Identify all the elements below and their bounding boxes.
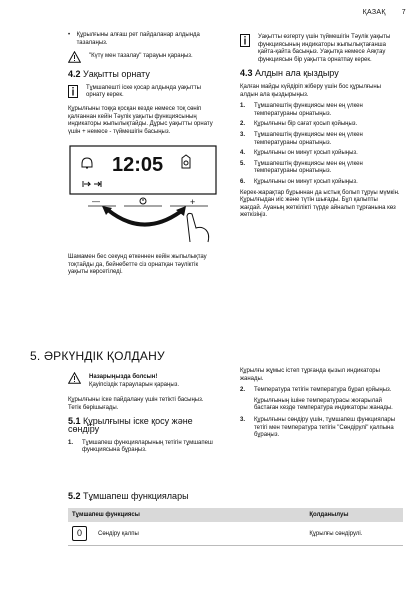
minus-button[interactable]: — (92, 197, 100, 207)
section-heading-5-2 (68, 491, 189, 501)
oven-functions-table (68, 508, 403, 546)
heading-number: 5.2 (68, 491, 81, 501)
list-item: 2. Температура тетігін температура бұрап қойыңыз. (240, 387, 392, 394)
right-column (240, 32, 400, 224)
paragraph: Құрылғыны іске пайдалану үшін тетікті басыңыз. Тетік бөрішығады. (68, 397, 204, 411)
finger-icon (187, 214, 209, 243)
info-icon (68, 85, 78, 98)
on-off-steps-continued (240, 387, 400, 395)
list-item: 2. Құрылғыны бір сағат қосып қойыңыз. (240, 121, 358, 128)
info-text: Тұмшапешті іске қосар алдында уақытты орнату керек. (86, 84, 201, 99)
paragraph: Құрылғы жұмыс істеп тұрғанда қызыл индикаторы жанады. (240, 368, 380, 382)
paragraph: Шамамен бес секунд өткеннен кейін жыпылықтау тоқтайды да, бейнебетте сіз орнатқан тәуліктік уақыты көрсетіледі. (68, 253, 207, 276)
chapter-title: 5. ӘРКҮНДІК ҚОЛДАНУ (30, 349, 165, 363)
warning-text: Қауіпсіздік тарауларын қараңыз. (89, 381, 180, 388)
paragraph: Керек-жарақтар бұрыннан да ыстық болып тұруы мүмкін. Құрылғыдан иіс және түтін шығады. Бұл қалыпты жағдай. Ауаның жеткілікті түрде айналып тұрғанына көз жеткізіңіз. (240, 189, 400, 219)
list-item: 1. Тұмшапештің функциясы мен ең үлкен температураны орнатыңыз. (240, 103, 363, 117)
off-symbol-icon: 0 (72, 526, 87, 541)
paragraph: Құрылғыны тоққа қосқан кезде немесе тоқ сөніп қалғаннан кейін Тәулік уақыты функциясының индикаторы жыпылықтайды. Дұрыс уақытты орнату үшін + немесе - түймешігін басыңыз. (68, 105, 213, 135)
info-note (68, 85, 218, 100)
info-text: Уақытты өзгерту үшін түймешігін Тәулік уақыты функциясының индикаторы жыпылықтағанша қайта-қайта басыңыз. Уақытқа немесе Аяқтау функциясын бір уақытта орнатпау керек. (258, 34, 391, 63)
display-time: 12:05 (112, 154, 164, 177)
heading-title: Алдын ала қыздыру (255, 68, 339, 79)
page-header (363, 9, 406, 16)
table-row (68, 522, 403, 546)
heading-title: Құрылғыны іске қосу және сөндіру (68, 416, 193, 434)
arrow-icon (108, 210, 180, 225)
section-heading-4-2 (68, 71, 218, 79)
on-off-steps-continued (240, 417, 400, 440)
page-number: 7 (401, 9, 406, 16)
info-note (240, 34, 400, 64)
list-item: 6. Құрылғыны он минут қосып қойыңыз. (240, 178, 358, 185)
warning-text: "Күтү мен тазалау" тарауын қараңыз. (89, 53, 193, 60)
left-column-2 (68, 368, 218, 458)
heading-number: 4.3 (240, 68, 253, 79)
plus-button[interactable]: + (190, 197, 196, 208)
clock-button-icon[interactable] (140, 198, 146, 204)
control-panel-illustration (68, 144, 218, 244)
heading-number: 4.2 (68, 69, 81, 80)
left-column (68, 32, 218, 281)
function-use: Құрылғы сөндірулі. (305, 522, 403, 546)
info-icon (240, 34, 250, 47)
header-language: ҚАЗАҚ (362, 9, 386, 16)
heading-number: 5.1 (68, 416, 81, 427)
column-header: Тұмшапеш функциясы (68, 508, 305, 522)
column-header: Қолданылуы (305, 508, 403, 522)
heading-title: Тұмшапеш функциялары (83, 491, 189, 501)
bullet-item (68, 32, 218, 47)
section-heading-5-1 (68, 418, 218, 433)
paragraph: Қалған майды күйдіріп жіберу үшін бос құрылғыны алдын ала қыздырыңыз. (240, 83, 381, 98)
function-name: Сөндіру қалпы (94, 522, 305, 546)
list-item: 3. Құрылғыны сөндіру үшін, тұмшапеш функциялары тетігі мен температура тетігін "Сөндірулі" қалпына бұраңыз. (240, 416, 396, 439)
warning-icon (68, 372, 81, 384)
list-item: 1. Тұмшапеш функцияларының тетігін тұмшапеш функциясына бұраңыз. (68, 439, 213, 454)
list-item: 5. Тұмшапештің функциясы мен ең үлкен температураны орнатыңыз. (240, 160, 363, 175)
paragraph: Құрылғының ішіне температурасы жоғарылай бастаған кезде температура индикаторы жанады. (254, 397, 393, 412)
preheat-steps (240, 103, 400, 186)
warning-icon (68, 51, 81, 63)
warning-title: Назарыңызда болсын! (89, 374, 158, 380)
end-icon (94, 181, 101, 187)
duration-icon (83, 181, 90, 187)
section-heading-4-3 (240, 70, 400, 78)
heading-title: Уақытты орнату (83, 69, 150, 80)
warning-note (68, 372, 218, 389)
list-item: 3. Тұмшапештің функциясы мен ең үлкен температураны орнатыңыз. (240, 131, 363, 146)
table-header-row (68, 508, 403, 522)
bullet-text: Құрылғыны алғаш рет пайдаланар алдында тазалаңыз. (76, 32, 200, 46)
list-item: 4. Құрылғыны он минут қосып қойыңыз. (240, 150, 358, 157)
on-off-steps (68, 440, 218, 455)
bell-icon (82, 158, 92, 168)
bullet-dot: • (68, 32, 71, 38)
warning-note (68, 51, 218, 63)
right-column-2 (240, 368, 400, 443)
oven-icon (182, 155, 190, 168)
